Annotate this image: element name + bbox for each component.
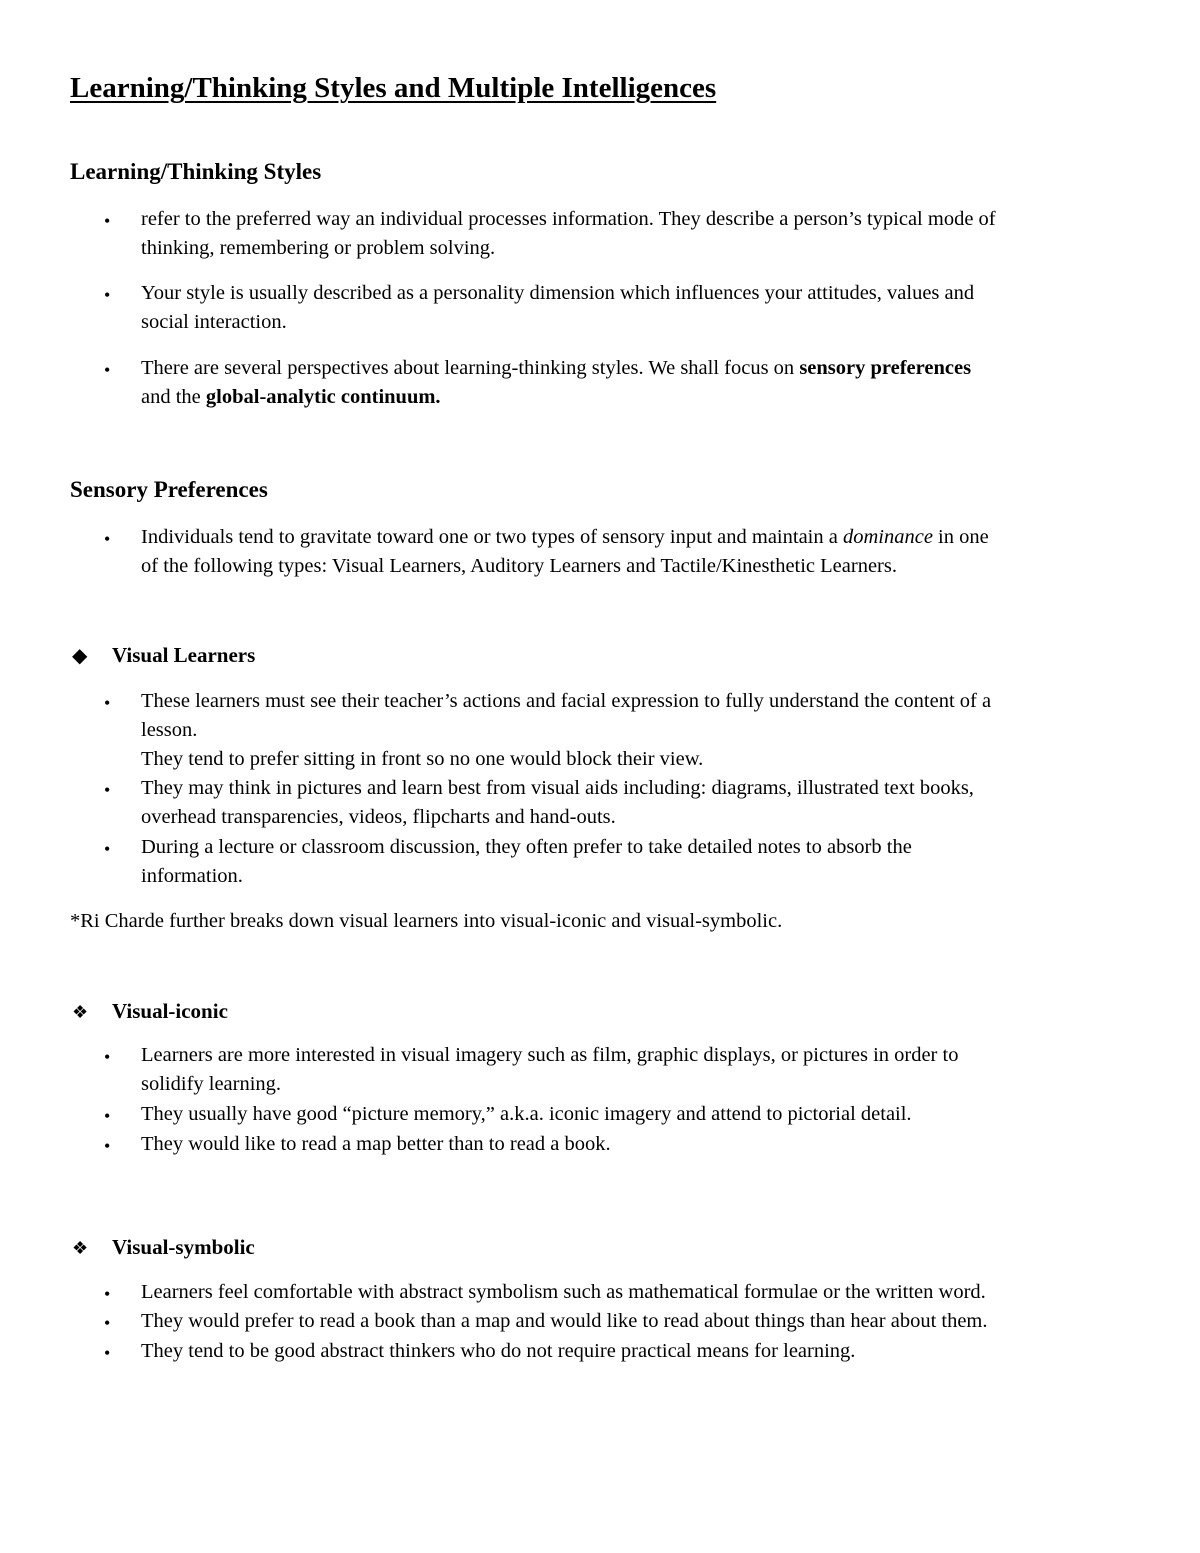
bullet-icon: • (104, 1047, 111, 1067)
bullet-icon: • (104, 839, 111, 859)
outline-diamond-icon: ❖ (72, 1002, 89, 1022)
outline-diamond-icon: ❖ (72, 1238, 89, 1258)
footnote: *Ri Charde further breaks down visual learners into visual-iconic and visual-symbolic. (70, 910, 783, 932)
list-item: These learners must see their teacher’s actions and facial expression to fully understand the content of a lesson. They tend to prefer sitting in front so no one would block their view. (141, 690, 992, 770)
list-item: They may think in pictures and learn best from visual aids including: diagrams, illustrated text books, overhead transparencies, videos, flipcharts and hand-outs. (141, 777, 974, 828)
bullet-icon: • (104, 360, 111, 380)
bullet-icon: • (104, 1313, 111, 1333)
list-item: They would like to read a map better than to read a book. (141, 1133, 611, 1155)
list-item: Learners feel comfortable with abstract symbolism such as mathematical formulae or the written word. (141, 1281, 986, 1303)
list-item: During a lecture or classroom discussion, they often prefer to take detailed notes to absorb the information. (141, 836, 912, 887)
list-item: Your style is usually described as a personality dimension which influences your attitudes, values and social interaction. (141, 282, 975, 333)
list-item: Individuals tend to gravitate toward one or two types of sensory input and maintain a dominance in one of the following types: Visual Learners, Auditory Learners and Tactile/Kinesthetic Learners. (141, 526, 989, 577)
list-item: They tend to be good abstract thinkers who do not require practical means for learning. (141, 1340, 856, 1362)
subsection-heading-visual-iconic: Visual-iconic (112, 999, 228, 1023)
section-heading-learning-styles: Learning/Thinking Styles (70, 159, 322, 184)
bullet-icon: • (104, 1136, 111, 1156)
filled-diamond-icon: ◆ (72, 645, 88, 667)
list-item: There are several perspectives about learning-thinking styles. We shall focus on sensory preferences and the global-analytic continuum. (141, 357, 972, 408)
document-title: Learning/Thinking Styles and Multiple Intelligences (70, 72, 717, 104)
bullet-icon: • (104, 285, 111, 305)
bullet-icon: • (104, 529, 111, 549)
list-item: They usually have good “picture memory,” a.k.a. iconic imagery and attend to pictorial detail. (141, 1103, 912, 1125)
bullet-icon: • (104, 211, 111, 231)
bullet-icon: • (104, 1343, 111, 1363)
subsection-heading-visual-learners: Visual Learners (112, 643, 256, 667)
list-item: refer to the preferred way an individual processes information. They describe a person’s typical mode of thinking, remembering or problem solving. (141, 208, 996, 259)
list-item: They would prefer to read a book than a map and would like to read about things than hear about them. (141, 1310, 988, 1332)
list-item: Learners are more interested in visual imagery such as film, graphic displays, or pictures in order to solidify learning. (141, 1044, 959, 1095)
subsection-heading-visual-symbolic: Visual-symbolic (112, 1235, 255, 1259)
bullet-icon: • (104, 693, 111, 713)
bullet-icon: • (104, 1106, 111, 1126)
section-heading-sensory-preferences: Sensory Preferences (70, 477, 268, 502)
bullet-icon: • (104, 1284, 111, 1304)
bullet-icon: • (104, 780, 111, 800)
